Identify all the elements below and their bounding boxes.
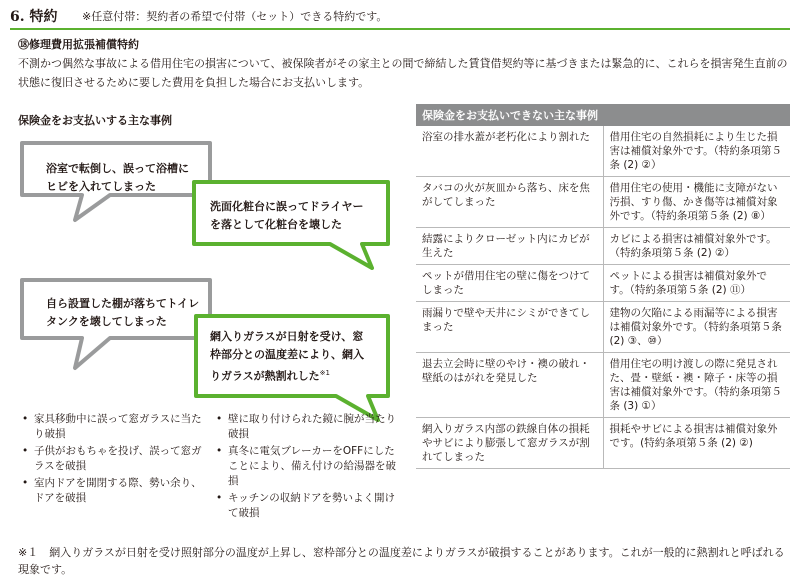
case-cell: 雨漏りで壁や天井にシミができてしまった bbox=[416, 302, 603, 353]
reason-cell: 建物の欠陥による雨漏等による損害は補償対象外です。（特約条項第５条 (2) ③、⑩） bbox=[603, 302, 790, 353]
table-row bbox=[416, 353, 790, 418]
reason-cell: ペットによる損害は補償対象外です。（特約条項第５条 (2) ⑪） bbox=[603, 265, 790, 302]
bubble-2-line: を落として化粧台を壊した bbox=[210, 218, 342, 231]
list-item: • 家具移動中に誤って窓ガラスに当たり破損 bbox=[22, 412, 210, 442]
section-note: ※任意付帯：契約者の希望で付帯（セット）できる特約です。 bbox=[82, 10, 388, 23]
bubble-3-line: 自ら設置した棚が落ちてトイレ bbox=[46, 297, 200, 310]
not-covered-table bbox=[416, 104, 790, 469]
covered-bullets-left bbox=[22, 412, 210, 508]
case-cell: 結露によりクローゼット内にカビが生えた bbox=[416, 228, 603, 265]
list-item: • 子供がおもちゃを投げ、誤って窓ガラスを破損 bbox=[22, 444, 210, 474]
bubble-2-line: 洗面化粧台に誤ってドライヤー bbox=[210, 200, 364, 213]
list-item: • 真冬に電気ブレーカーをOFFにしたことにより、備え付けの給湯器を破損 bbox=[216, 444, 398, 489]
list-item: • 壁に取り付けられた鏡に腕が当たり破損 bbox=[216, 412, 398, 442]
reason-cell: 損耗やサビによる損害は補償対象外です。(特約条項第５条 (2) ②) bbox=[603, 418, 790, 469]
bubble-1-text bbox=[46, 160, 189, 196]
section-title: 6. 特約 bbox=[10, 9, 58, 25]
table-row bbox=[416, 228, 790, 265]
covered-bullets-right bbox=[216, 412, 398, 523]
bubble-4-text bbox=[210, 328, 364, 386]
bubble-4-line: 枠部分との温度差により、網入 bbox=[210, 348, 364, 361]
case-cell: ペットが借用住宅の壁に傷をつけてしまった bbox=[416, 265, 603, 302]
case-cell: タバコの火が灰皿から落ち、床を焦がしてしまった bbox=[416, 177, 603, 228]
bubble-4-line: 網入りガラスが日射を受け、窓 bbox=[210, 330, 364, 343]
case-cell: 退去立会時に壁のやけ・襖の破れ・壁紙のはがれを発見した bbox=[416, 353, 603, 418]
reason-cell: 借用住宅の明け渡しの際に発見された、畳・壁紙・襖・障子・床等の損害は補償対象外です。（特約条項第５条 (3) ①） bbox=[603, 353, 790, 418]
reason-cell: 借用住宅の使用・機能に支障がない汚損、すり傷、かき傷等は補償対象外です。（特約条項第５条 (2) ⑧） bbox=[603, 177, 790, 228]
bubble-1-line: ヒビを入れてしまった bbox=[46, 180, 156, 193]
reason-cell: 借用住宅の自然損耗により生じた損害は補償対象外です。（特約条項第５条 (2) ②） bbox=[603, 126, 790, 177]
not-covered-heading: 保険金をお支払いできない主な事例 bbox=[416, 104, 790, 126]
bubble-2-text bbox=[210, 198, 363, 234]
case-cell: 浴室の排水蓋が老朽化により割れた bbox=[416, 126, 603, 177]
clause-title: ⑱修理費用拡張補償特約 bbox=[18, 38, 139, 51]
bubble-4-line bbox=[210, 364, 364, 386]
list-item: • キッチンの収納ドアを勢いよく開けて破損 bbox=[216, 491, 398, 521]
table-row bbox=[416, 418, 790, 469]
footnote-ref: ※1 bbox=[319, 369, 330, 377]
bubble-1-line: 浴室で転倒し、誤って浴槽に bbox=[46, 162, 189, 175]
case-cell: 網入りガラス内部の鉄線自体の損耗やサビにより膨張して窓ガラスが割れてしまった bbox=[416, 418, 603, 469]
bubble-3-line: タンクを壊してしまった bbox=[46, 315, 167, 328]
table-row bbox=[416, 126, 790, 177]
reason-cell: カビによる損害は補償対象外です。（特約条項第５条 (2) ②） bbox=[603, 228, 790, 265]
bubble-3-text bbox=[46, 295, 199, 331]
table-row bbox=[416, 177, 790, 228]
clause-body: 不測かつ偶然な事故による借用住宅の損害について、被保険者がその家主との間で締結した賃貸借契約等に基づきまたは緊急的に、これらを損害発生直前の状態に復旧させるために要した費用を負担した場合にお支払いします。 bbox=[18, 57, 788, 89]
bubble-4-line-text: りガラスが熱割れした bbox=[210, 369, 320, 383]
footnote: ※１ 網入りガラスが日射を受け照射部分の温度が上昇し、窓枠部分との温度差によりガラスが破損することがあります。これが一般的に熱割れと呼ばれる現象です。 bbox=[18, 546, 785, 576]
covered-heading: 保険金をお支払いする主な事例 bbox=[18, 114, 172, 127]
table-row bbox=[416, 302, 790, 353]
table-row bbox=[416, 265, 790, 302]
list-item: • 室内ドアを開閉する際、勢い余り、ドアを破損 bbox=[22, 476, 210, 506]
